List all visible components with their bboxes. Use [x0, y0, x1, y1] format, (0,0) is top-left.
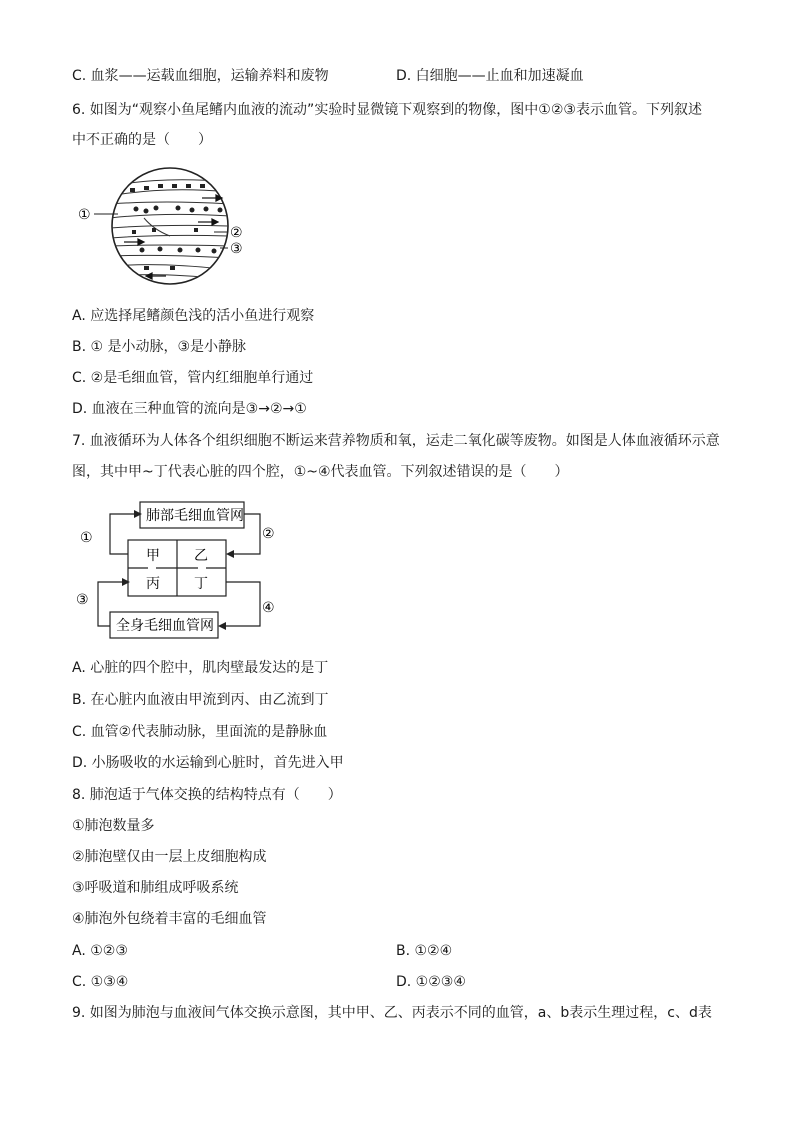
q8-item-4: ④肺泡外包绕着丰富的毛细血管 [72, 911, 267, 927]
q8-stem: 8. 肺泡适于气体交换的结构特点有（ ） [72, 787, 342, 803]
q8-item-1: ①肺泡数量多 [72, 818, 155, 834]
chamber-bing: 丙 [146, 576, 160, 592]
label-3: ③ [230, 241, 243, 257]
q9-stem-line1: 9. 如图为肺泡与血液间气体交换示意图，其中甲、乙、丙表示不同的血管，a、b表示生理过程，c、d表 [72, 1005, 712, 1021]
q7-stem-line2: 图，其中甲~丁代表心脏的四个腔，①~④代表血管。下列叙述错误的是（ ） [72, 464, 569, 480]
vessel-label-1: ① [80, 530, 93, 546]
q6-stem-line2: 中不正确的是（ ） [72, 132, 212, 148]
q5-option-c: C. 血浆——运载血细胞，运输养料和废物 [72, 68, 329, 84]
label-2: ② [230, 225, 243, 241]
q8-item-2: ②肺泡壁仅由一层上皮细胞构成 [72, 849, 267, 865]
chamber-jia: 甲 [146, 548, 160, 564]
q7-option-a: A. 心脏的四个腔中，肌肉壁最发达的是丁 [72, 660, 329, 676]
chamber-yi: 乙 [194, 548, 208, 564]
q7-option-d: D. 小肠吸收的水运输到心脏时，首先进入甲 [72, 755, 344, 771]
q7-option-c: C. 血管②代表肺动脉，里面流的是静脉血 [72, 724, 328, 740]
q5-option-d: D. 白细胞——止血和加速凝血 [396, 68, 584, 84]
q6-option-d: D. 血液在三种血管的流向是③→②→① [72, 401, 307, 417]
vessel-label-2: ② [262, 526, 275, 542]
q6-option-a: A. 应选择尾鳍颜色浅的活小鱼进行观察 [72, 308, 315, 324]
body-capillary-label: 全身毛细血管网 [116, 618, 214, 634]
q8-option-a: A. ①②③ [72, 943, 128, 959]
q7-stem-line1: 7. 血液循环为人体各个组织细胞不断运来营养物质和氧，运走二氧化碳等废物。如图是人体血液循环示意 [72, 433, 720, 449]
q6-option-c: C. ②是毛细血管，管内红细胞单行通过 [72, 370, 314, 386]
q8-option-d: D. ①②③④ [396, 974, 466, 990]
vessel-label-3: ③ [76, 592, 89, 608]
vessel-label-4: ④ [262, 600, 275, 616]
blood-circulation-diagram [74, 494, 294, 644]
fish-tail-microscope-figure [74, 166, 254, 290]
q6-stem-line1: 6. 如图为“观察小鱼尾鳍内血液的流动”实验时显微镜下观察到的物像，图中①②③表示血管。下列叙述 [72, 102, 702, 118]
q8-option-b: B. ①②④ [396, 943, 453, 959]
chamber-ding: 丁 [194, 576, 208, 592]
label-1: ① [78, 207, 91, 223]
q8-option-c: C. ①③④ [72, 974, 129, 990]
q7-option-b: B. 在心脏内血液由甲流到丙、由乙流到丁 [72, 692, 329, 708]
lung-capillary-label: 肺部毛细血管网 [146, 508, 244, 524]
q8-item-3: ③呼吸道和肺组成呼吸系统 [72, 880, 239, 896]
q6-option-b: B. ① 是小动脉，③是小静脉 [72, 339, 247, 355]
